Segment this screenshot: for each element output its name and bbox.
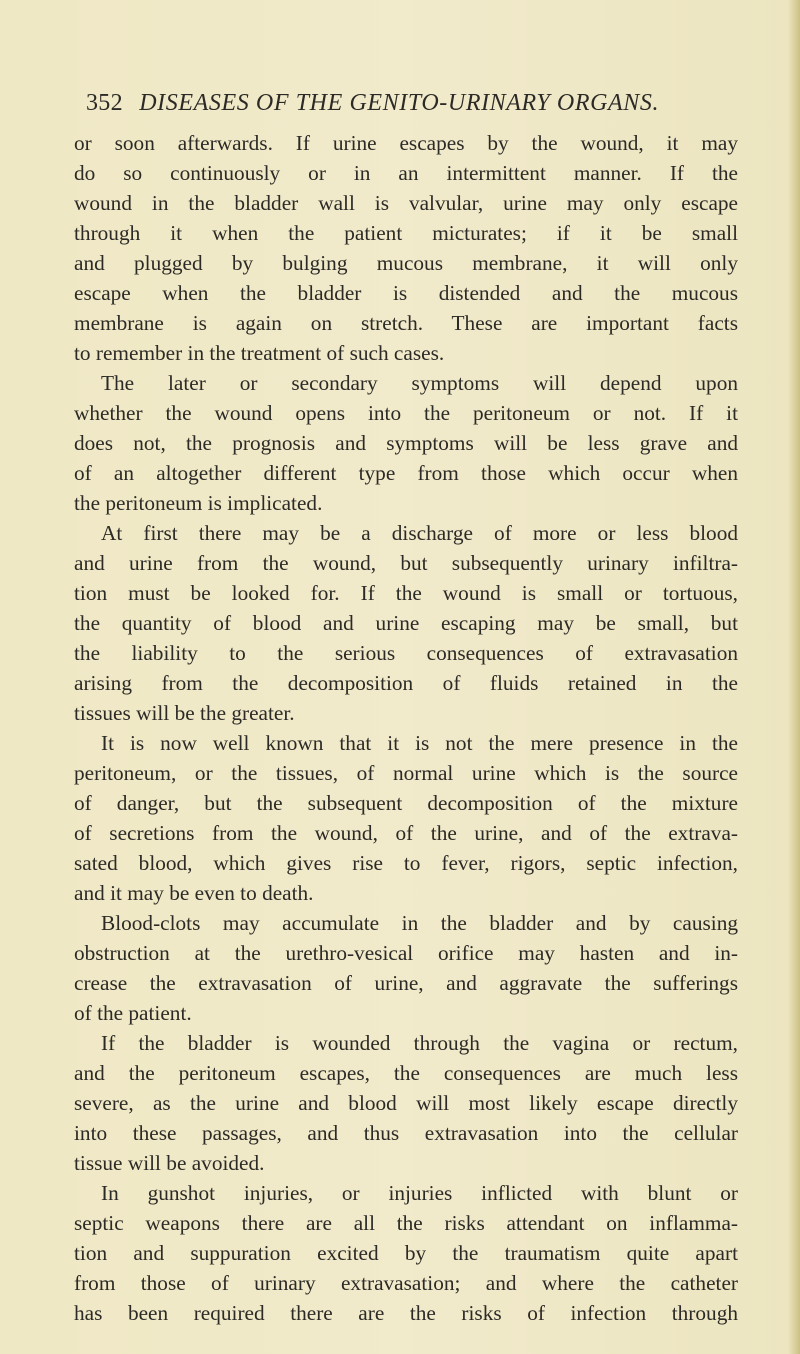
- text-line: At first there may be a discharge of more or less blood: [101, 521, 738, 545]
- text-line: of an altogether different type from those which occur when: [74, 461, 738, 485]
- text-line: the peritoneum is implicated.: [74, 491, 323, 515]
- running-header: [86, 90, 726, 117]
- text-line: crease the extravasation of urine, and aggravate the sufferings: [74, 971, 738, 995]
- text-line: do so continuously or in an intermittent manner. If the: [74, 161, 738, 185]
- text-line: the quantity of blood and urine escaping may be small, but: [74, 611, 738, 635]
- text-line: tion and suppuration excited by the traumatism quite apart: [74, 1241, 738, 1265]
- text-line: does not, the prognosis and symptoms will be less grave and: [74, 431, 738, 455]
- text-line: of danger, but the subsequent decomposition of the mixture: [74, 791, 738, 815]
- text-line: The later or secondary symptoms will depend upon: [101, 371, 738, 395]
- text-line: It is now well known that it is not the mere presence in the: [101, 731, 738, 755]
- text-line: obstruction at the urethro-vesical orifice may hasten and in-: [74, 941, 738, 965]
- text-line: sated blood, which gives rise to fever, rigors, septic infection,: [74, 851, 738, 875]
- text-line: septic weapons there are all the risks attendant on inflamma-: [74, 1211, 738, 1235]
- text-line: or soon afterwards. If urine escapes by the wound, it may: [74, 131, 738, 155]
- text-line: whether the wound opens into the peritoneum or not. If it: [74, 401, 738, 425]
- text-line: and the peritoneum escapes, the consequences are much less: [74, 1061, 738, 1085]
- text-line: Blood-clots may accumulate in the bladder and by causing: [101, 911, 738, 935]
- running-title: DISEASES OF THE GENITO-URINARY ORGANS.: [139, 90, 660, 116]
- text-line: and urine from the wound, but subsequently urinary infiltra-: [74, 551, 738, 575]
- text-line: tissue will be avoided.: [74, 1151, 265, 1175]
- text-line: wound in the bladder wall is valvular, urine may only escape: [74, 191, 738, 215]
- text-line: the liability to the serious consequences of extravasation: [74, 641, 738, 665]
- text-line: and it may be even to death.: [74, 881, 314, 905]
- text-line: and plugged by bulging mucous membrane, it will only: [74, 251, 738, 275]
- text-line: If the bladder is wounded through the vagina or rectum,: [101, 1031, 738, 1055]
- text-line: through it when the patient micturates; if it be small: [74, 221, 738, 245]
- text-line: of the patient.: [74, 1001, 192, 1025]
- text-line: tion must be looked for. If the wound is small or tortuous,: [74, 581, 738, 605]
- text-line: membrane is again on stretch. These are important facts: [74, 311, 738, 335]
- text-line: arising from the decomposition of fluids retained in the: [74, 671, 738, 695]
- text-line: from those of urinary extravasation; and where the catheter: [74, 1271, 738, 1295]
- page-edge-shadow: [788, 0, 800, 1354]
- text-line: has been required there are the risks of infection through: [74, 1301, 738, 1325]
- text-line: escape when the bladder is distended and the mucous: [74, 281, 738, 305]
- body-text: [74, 128, 738, 1328]
- text-line: peritoneum, or the tissues, of normal urine which is the source: [74, 761, 738, 785]
- text-line: severe, as the urine and blood will most likely escape directly: [74, 1091, 738, 1115]
- text-line: to remember in the treatment of such cases.: [74, 341, 445, 365]
- text-line: into these passages, and thus extravasation into the cellular: [74, 1121, 738, 1145]
- text-line: tissues will be the greater.: [74, 701, 295, 725]
- page-number: 352: [86, 90, 123, 116]
- text-line: of secretions from the wound, of the urine, and of the extrava-: [74, 821, 738, 845]
- text-line: In gunshot injuries, or injuries inflicted with blunt or: [101, 1181, 738, 1205]
